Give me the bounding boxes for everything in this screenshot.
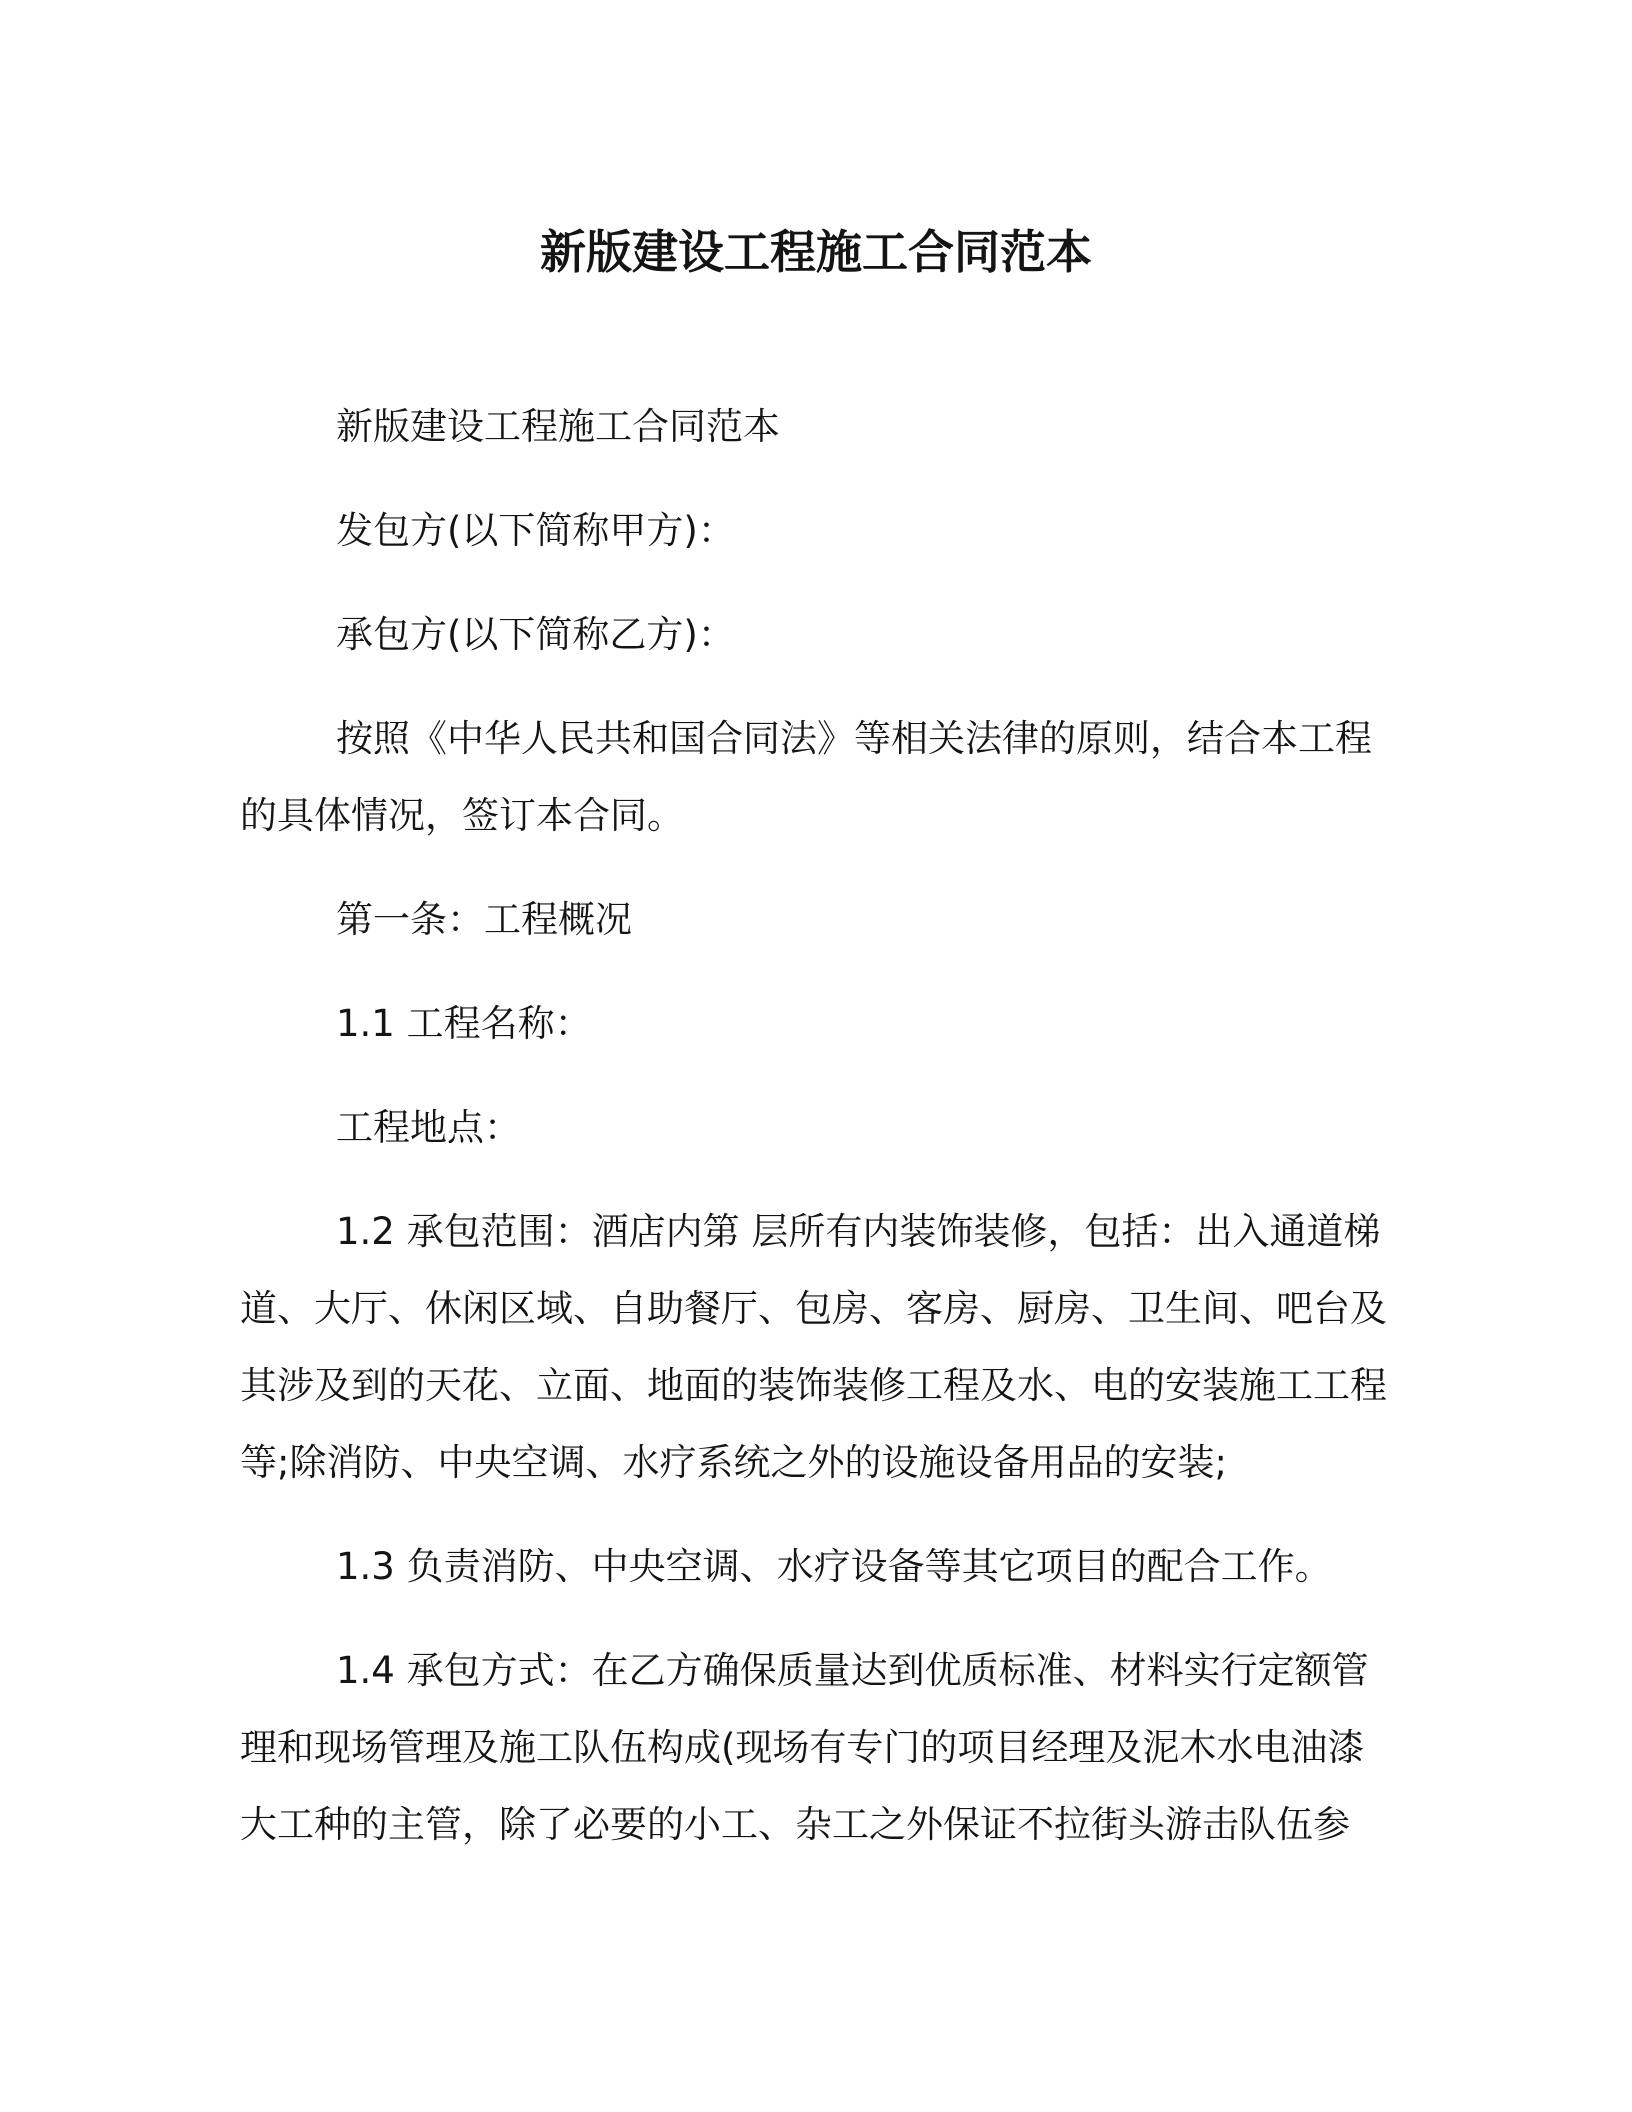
document-title: 新版建设工程施工合同范本 <box>540 225 1092 279</box>
paragraph-preamble: 按照《中华人民共和国合同法》等相关法律的原则，结合本工程的具体情况，签订本合同。 <box>240 717 1372 837</box>
paragraph-project-location: 工程地点： <box>336 1106 521 1149</box>
paragraph-coordination: 1.3 负责消防、中央空调、水疗设备等其它项目的配合工作。 <box>336 1545 1332 1588</box>
paragraph-subtitle: 新版建设工程施工合同范本 <box>336 405 780 448</box>
paragraph-article-1-heading: 第一条：工程概况 <box>336 898 632 941</box>
paragraph-contract-method: 1.4 承包方式：在乙方确保质量达到优质标准、材料实行定额管理和现场管理及施工队伍构成(现场有专门的项目经理及泥木水电油漆大工种的主管，除了必要的小工、杂工之外保证不拉街头游击队伍参 <box>240 1649 1369 1846</box>
paragraph-project-name: 1.1 工程名称： <box>336 1002 592 1045</box>
paragraph-party-a: 发包方(以下简称甲方)： <box>336 509 735 552</box>
paragraph-scope: 1.2 承包范围：酒店内第 层所有内装饰装修，包括：出入通道梯道、大厅、休闲区域、自助餐厅、包房、客房、厨房、卫生间、吧台及其涉及到的天花、立面、地面的装饰装修工程及水、电的安装施工工程等;除消防、中央空调、水疗系统之外的设施设备用品的安装; <box>240 1210 1387 1484</box>
document-body <box>240 388 1396 1890</box>
paragraph-party-b: 承包方(以下简称乙方)： <box>336 613 735 656</box>
